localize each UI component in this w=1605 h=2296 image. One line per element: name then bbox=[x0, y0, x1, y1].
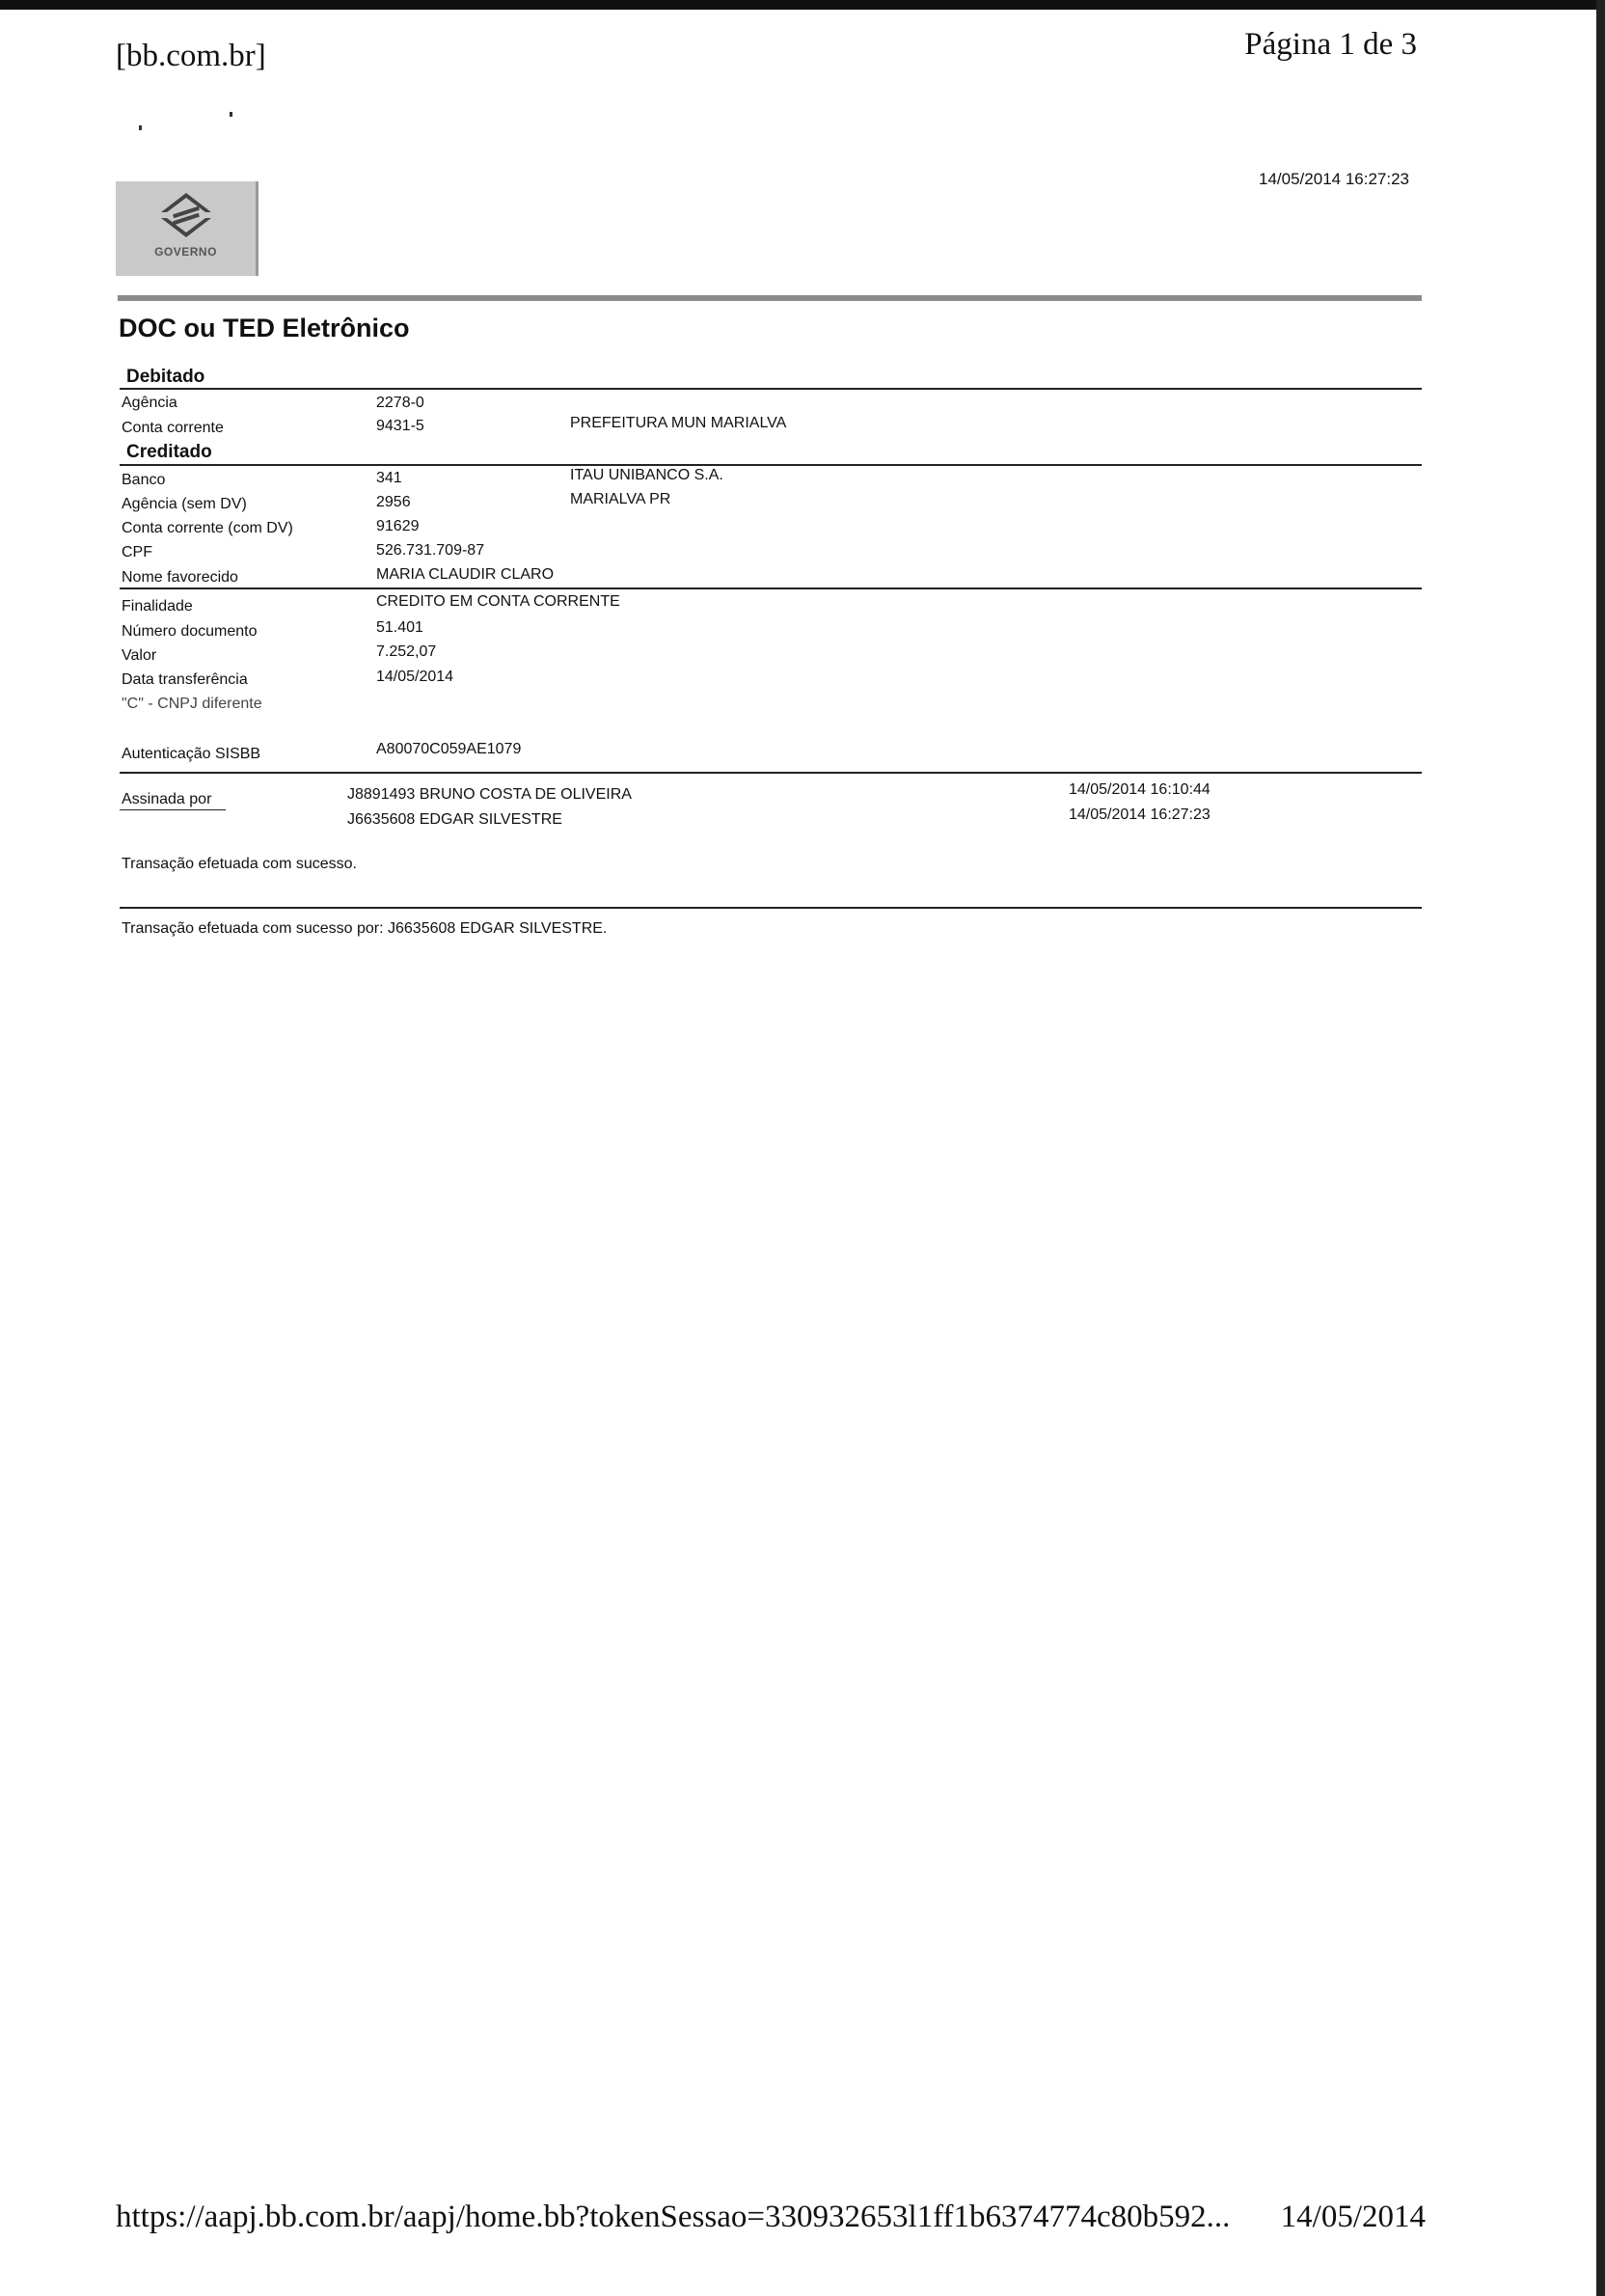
header-site: [bb.com.br] bbox=[116, 39, 266, 73]
scan-specks bbox=[135, 104, 251, 143]
divider bbox=[120, 588, 1422, 589]
bb-logo-icon bbox=[159, 191, 213, 239]
debitado-agencia-label: Agência bbox=[122, 395, 177, 411]
divider bbox=[120, 907, 1422, 909]
creditado-conta-label: Conta corrente (com DV) bbox=[122, 520, 293, 536]
print-timestamp: 14/05/2014 16:27:23 bbox=[1259, 170, 1409, 188]
numero-documento-label: Número documento bbox=[122, 623, 258, 640]
creditado-agencia-label: Agência (sem DV) bbox=[122, 496, 247, 512]
creditado-nome-value: MARIA CLAUDIR CLARO bbox=[376, 566, 555, 583]
valor-label: Valor bbox=[122, 647, 157, 664]
divider bbox=[120, 464, 1422, 466]
creditado-banco-value: 341 bbox=[376, 470, 402, 486]
creditado-cpf-label: CPF bbox=[122, 544, 152, 560]
creditado-agencia-value: 2956 bbox=[376, 494, 411, 510]
creditado-banco-label: Banco bbox=[122, 472, 166, 488]
finalidade-value: CREDITO EM CONTA CORRENTE bbox=[376, 593, 620, 610]
signature-2-name: J6635608 EDGAR SILVESTRE bbox=[347, 811, 562, 828]
creditado-banco-name: ITAU UNIBANCO S.A. bbox=[570, 467, 723, 483]
data-transferencia-label: Data transferência bbox=[122, 671, 248, 688]
status-message-by: Transação efetuada com sucesso por: J6635608 EDGAR SILVESTRE. bbox=[122, 920, 608, 937]
debitado-conta-value: 9431-5 bbox=[376, 418, 424, 434]
assinada-por-label: Assinada por bbox=[122, 791, 212, 807]
creditado-nome-label: Nome favorecido bbox=[122, 569, 238, 586]
autenticacao-value: A80070C059AE1079 bbox=[376, 741, 522, 757]
section-debitado-heading: Debitado bbox=[126, 367, 205, 387]
finalidade-label: Finalidade bbox=[122, 598, 193, 615]
creditado-agencia-name: MARIALVA PR bbox=[570, 491, 671, 507]
divider bbox=[120, 388, 1422, 390]
data-transferencia-value: 14/05/2014 bbox=[376, 669, 454, 685]
status-message: Transação efetuada com sucesso. bbox=[122, 856, 357, 872]
cnpj-note: "C" - CNPJ diferente bbox=[122, 696, 262, 712]
bb-governo-logo bbox=[116, 181, 258, 276]
autenticacao-label: Autenticação SISBB bbox=[122, 746, 261, 762]
logo-text: GOVERNO bbox=[154, 245, 217, 259]
creditado-cpf-value: 526.731.709-87 bbox=[376, 542, 485, 559]
signature-2-time: 14/05/2014 16:27:23 bbox=[1069, 806, 1211, 823]
debitado-agencia-value: 2278-0 bbox=[376, 395, 424, 411]
section-creditado-heading: Creditado bbox=[126, 442, 212, 462]
scan-border-right bbox=[1596, 0, 1605, 2296]
title-rule bbox=[118, 295, 1422, 301]
debitado-conta-name: PREFEITURA MUN MARIALVA bbox=[570, 415, 787, 431]
footer-url: https://aapj.bb.com.br/aapj/home.bb?tokenSessao=330932653l1ff1b6374774c80b592... bbox=[116, 2200, 1231, 2234]
footer-date: 14/05/2014 bbox=[1280, 2200, 1426, 2234]
numero-documento-value: 51.401 bbox=[376, 619, 423, 636]
label-underline bbox=[120, 809, 226, 810]
divider bbox=[120, 772, 1422, 774]
signature-1-time: 14/05/2014 16:10:44 bbox=[1069, 781, 1211, 798]
page-title: DOC ou TED Eletrônico bbox=[119, 314, 410, 342]
debitado-conta-label: Conta corrente bbox=[122, 420, 224, 436]
signature-1-name: J8891493 BRUNO COSTA DE OLIVEIRA bbox=[347, 786, 632, 803]
creditado-conta-value: 91629 bbox=[376, 518, 420, 534]
valor-value: 7.252,07 bbox=[376, 643, 437, 660]
page-indicator: Página 1 de 3 bbox=[1244, 27, 1417, 62]
scan-border-top bbox=[0, 0, 1605, 10]
